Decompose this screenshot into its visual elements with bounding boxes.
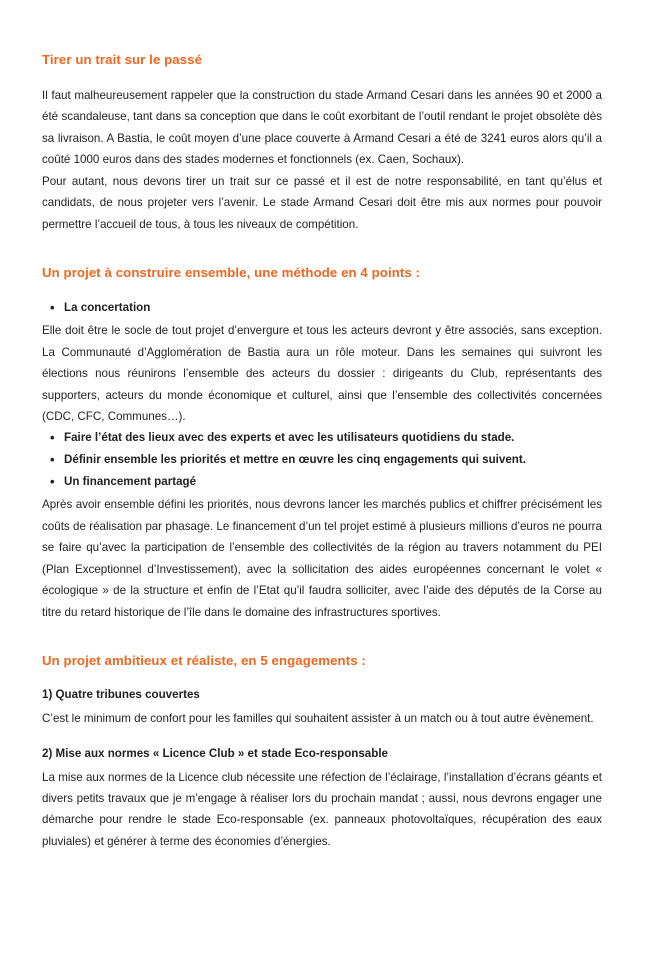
paragraph-financement: Après avoir ensemble défini les priorités, nous devrons lancer les marchés publics et chiffrer précisément les coûts de réalisation par phasage. Le financement d’un tel projet estimé à plusieurs millions d’euros ne pourra se faire qu’avec la participation de l’ensemble des collectivités de la région au travers notamment du PEI (Plan Exceptionnel d’Investissement), avec la sollicitation des aides européennes concernant le volet « écologique » de la structure et enfin de l’Etat qu’il faudra solliciter, avec l’aide des députés de la Corse au titre du retard historique de l’île dans le domaine des infrastructures sportives. — [42, 498, 602, 619]
section-heading-past: Tirer un trait sur le passé — [42, 52, 203, 67]
section-heading-engagements: Un projet ambitieux et réaliste, en 5 engagements : — [42, 653, 366, 668]
bullet-etat-des-lieux: • Faire l’état des lieux avec des experts et avec les utilisateurs quotidiens du stade. — [42, 428, 602, 448]
section-heading-method: Un projet à construire ensemble, une méthode en 4 points : — [42, 265, 421, 281]
paragraph-history-cost: Il faut malheureusement rappeler que la construction du stade Armand Cesari dans les années 90 et 2000 a été scandaleuse, tant dans sa conception que dans le coût exorbitant de l’outil rendant le projet obsolète dès sa livraison. A Bastia, le coût moyen d’une place couverte à Armand Cesari a été de 3241 euros alors qu’il a coûté 1000 euros dans des stades modernes et fonctionnels (ex. Caen, Sochaux). — [42, 89, 602, 167]
bullet-financement-partage: • Un financement partagé — [42, 472, 602, 492]
paragraph-future-responsibility: Pour autant, nous devons tirer un trait sur ce passé et il est de notre responsabilité, en tant qu’élus et candidats, de nous projeter vers l’avenir. Le stade Armand Cesari doit être mis aux normes pour pouvoir permettre l’accueil de tous, à tous les niveaux de compétition. — [42, 174, 602, 231]
bullet-concertation: • La concertation — [42, 298, 602, 318]
bullet-priorites: • Définir ensemble les priorités et mettre en œuvre les cinq engagements qui suivent. — [42, 450, 602, 470]
method-bullet-list-1 — [42, 298, 602, 318]
engagement-1-body: C’est le minimum de confort pour les familles qui souhaitent assister à un match ou à tout autre évènement. — [42, 711, 594, 725]
engagement-2-body: La mise aux normes de la Licence club nécessite une réfection de l’éclairage, l’installation d’écrans géants et divers petits travaux que je m’engage à réaliser lors du prochain mandat ; aussi, nous devrons engager une démarche pour rendre le stade Eco-responsable (ex. panneaux photovoltaïques, récupération des eaux pluviales) et générer à terme des économies d’énergies. — [42, 770, 602, 848]
method-bullet-list-2 — [42, 428, 602, 493]
engagement-2-title: 2) Mise aux normes « Licence Club » et stade Eco-responsable — [42, 746, 389, 760]
paragraph-concertation: Elle doit être le socle de tout projet d’envergure et tous les acteurs devront y être associés, sans exception. La Communauté d’Agglomération de Bastia aura un rôle moteur. Dans les semaines qui suivront les élections nous réunirons l’ensemble des acteurs du dossier : dirigeants du Club, représentants des supporters, acteurs du monde économique et culturel, ainsi que l’ensemble des collectivités concernées (CDC, CFC, Communes…). — [42, 324, 602, 424]
engagement-1-title: 1) Quatre tribunes couvertes — [42, 688, 200, 701]
